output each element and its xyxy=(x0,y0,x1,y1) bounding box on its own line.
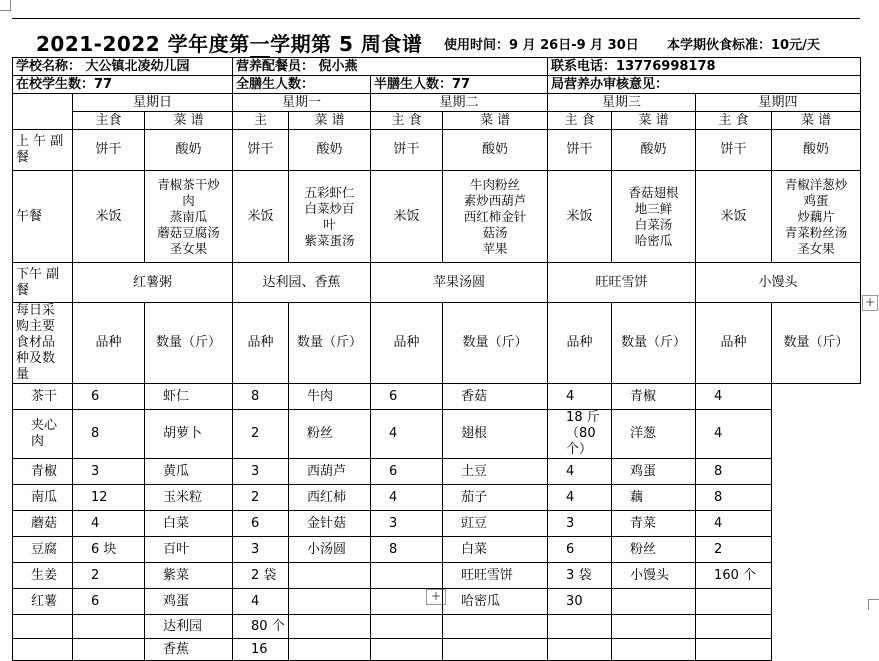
lunch-menu xyxy=(772,171,861,263)
purchase-qty: 3 xyxy=(73,459,145,485)
morning-staple: 饼干 xyxy=(548,130,612,171)
purchase-qty: 2 xyxy=(696,537,772,563)
purchase-qty: 6 xyxy=(233,511,289,537)
page-corner-mark xyxy=(868,599,879,610)
purchase-item: 百叶 xyxy=(145,537,233,563)
school-name: 学校名称： 大公镇北凌幼儿园 xyxy=(13,58,233,76)
purchase-qty: 3 xyxy=(548,511,612,537)
purchase-qty: 4 xyxy=(233,589,289,615)
purchase-qty: 6 xyxy=(73,384,145,410)
add-column-handle[interactable]: + xyxy=(862,295,878,311)
lunch-staple: 米饭 xyxy=(73,171,145,263)
item-header: 品种 xyxy=(371,303,443,384)
purchase-item: 红薯 xyxy=(13,589,73,615)
purchase-item xyxy=(13,615,73,639)
purchase-item xyxy=(612,615,696,639)
purchase-qty: 4 xyxy=(548,485,612,511)
morning-snack-row xyxy=(13,130,861,171)
dish: 蒸南瓜 xyxy=(169,208,208,224)
purchase-item: 金针菇 xyxy=(289,511,371,537)
day-monday: 星期一 xyxy=(233,94,371,112)
purchase-item: 蘑菇 xyxy=(13,511,73,537)
purchase-qty xyxy=(696,615,772,639)
purchase-item: 土豆 xyxy=(443,459,548,485)
menu-label: 菜 谱 xyxy=(289,112,371,130)
staple-label: 主 食 xyxy=(696,112,772,130)
dish: 白菜炒百 xyxy=(304,200,355,216)
purchase-qty: 3 xyxy=(371,511,443,537)
item-header: 品种 xyxy=(233,303,289,384)
day-header-row xyxy=(13,94,861,112)
purchase-item: 豆腐 xyxy=(13,537,73,563)
purchase-item: 豇豆 xyxy=(443,511,548,537)
student-count: 在校学生数：77 xyxy=(13,76,233,94)
afternoon-snack: 达利园、香蕉 xyxy=(233,263,371,303)
purchase-item: 胡萝卜 xyxy=(145,410,233,459)
purchase-qty: 2 xyxy=(233,410,289,459)
purchase-qty: 6 xyxy=(73,589,145,615)
purchase-qty: 2 xyxy=(73,563,145,589)
purchase-row xyxy=(13,639,861,661)
lunch-staple: 米饭 xyxy=(371,171,443,263)
purchase-qty: 8 xyxy=(696,485,772,511)
lunch-menu xyxy=(443,171,548,263)
purchase-item: 鸡蛋 xyxy=(145,589,233,615)
purchase-row xyxy=(13,537,861,563)
afternoon-snack: 苹果汤圆 xyxy=(371,263,548,303)
morning-staple: 饼干 xyxy=(233,130,289,171)
purchase-item: 粉丝 xyxy=(612,537,696,563)
purchase-qty: 16 xyxy=(233,639,289,661)
purchase-item: 白菜 xyxy=(145,511,233,537)
purchase-item: 南瓜 xyxy=(13,485,73,511)
purchase-qty xyxy=(73,639,145,661)
purchase-item: 虾仁 xyxy=(145,384,233,410)
dish: 香菇翅根 xyxy=(628,184,679,200)
menu-label: 菜 谱 xyxy=(443,112,548,130)
purchase-item xyxy=(289,589,371,615)
purchase-item xyxy=(289,615,371,639)
add-row-handle[interactable]: + xyxy=(426,589,446,605)
afternoon-snack: 旺旺雪饼 xyxy=(548,263,696,303)
afternoon-snack-row xyxy=(13,263,861,303)
afternoon-snack-label: 下午 副餐 xyxy=(13,263,73,303)
purchase-item: 粉丝 xyxy=(289,410,371,459)
lunch-menu xyxy=(612,171,696,263)
purchase-qty xyxy=(548,639,612,661)
dish: 圣女果 xyxy=(169,240,208,256)
staple-label: 主 食 xyxy=(371,112,443,130)
dish: 素炒西葫芦 xyxy=(463,192,527,208)
purchase-item: 玉米粒 xyxy=(145,485,233,511)
morning-menu: 酸奶 xyxy=(289,130,371,171)
purchase-qty: 6 xyxy=(371,384,443,410)
dish: 紫菜蛋汤 xyxy=(304,232,355,248)
purchase-item xyxy=(443,615,548,639)
lunch-staple: 米饭 xyxy=(548,171,612,263)
day-wednesday: 星期三 xyxy=(548,94,696,112)
menu-label: 菜 谱 xyxy=(612,112,696,130)
purchase-item: 西葫芦 xyxy=(289,459,371,485)
purchase-item: 洋葱 xyxy=(612,410,696,459)
purchase-row xyxy=(13,410,861,459)
dish: 鸡蛋 xyxy=(803,192,829,208)
purchase-row xyxy=(13,384,861,410)
purchase-qty: 4 xyxy=(371,410,443,459)
staple-label: 主 食 xyxy=(548,112,612,130)
title-bar xyxy=(12,19,860,57)
purchase-item: 夹心肉 xyxy=(13,410,73,459)
purchase-row xyxy=(13,485,861,511)
purchase-qty xyxy=(548,615,612,639)
lunch-menu xyxy=(289,171,371,263)
purchase-item: 青椒 xyxy=(612,384,696,410)
purchase-row xyxy=(13,589,861,615)
dish: 炒藕片 xyxy=(797,208,835,224)
purchase-qty: 6 xyxy=(548,537,612,563)
purchase-qty: 8 xyxy=(73,410,145,459)
info-row-2 xyxy=(13,76,861,94)
dish: 哈密瓜 xyxy=(634,232,673,248)
purchase-qty: 8 xyxy=(371,537,443,563)
purchase-qty: 12 xyxy=(73,485,145,511)
menu-label: 菜 谱 xyxy=(772,112,861,130)
purchase-item: 小汤圆 xyxy=(289,537,371,563)
day-thursday: 星期四 xyxy=(696,94,861,112)
purchase-item: 旺旺雪饼 xyxy=(443,563,548,589)
purchase-item: 翅根 xyxy=(443,410,548,459)
afternoon-snack: 红薯粥 xyxy=(73,263,233,303)
purchase-qty: 4 xyxy=(371,485,443,511)
purchase-qty: 3 袋 xyxy=(548,563,612,589)
dish: 地三鲜 xyxy=(634,200,673,216)
morning-staple: 饼干 xyxy=(73,130,145,171)
dish: 青椒茶干炒 xyxy=(157,176,220,192)
dish: 圣女果 xyxy=(797,240,835,256)
review-opinion: 局营养办审核意见： xyxy=(548,76,861,94)
purchase-item xyxy=(289,639,371,661)
purchase-qty xyxy=(371,589,443,615)
purchase-qty: 4 xyxy=(73,511,145,537)
purchase-qty: 8 xyxy=(233,384,289,410)
purchase-item: 生姜 xyxy=(13,563,73,589)
purchase-qty: 160 个 xyxy=(696,563,772,589)
lunch-label: 午餐 xyxy=(13,171,73,263)
dish: 牛肉粉丝 xyxy=(470,176,521,192)
staple-label: 主食 xyxy=(73,112,145,130)
dish: 五彩虾仁 xyxy=(304,184,355,200)
purchase-row xyxy=(13,615,861,639)
purchase-item: 牛肉 xyxy=(289,384,371,410)
purchase-item xyxy=(443,639,548,661)
morning-staple: 饼干 xyxy=(696,130,772,171)
dish: 蘑菇豆腐汤 xyxy=(157,224,220,240)
purchase-item: 青菜 xyxy=(612,511,696,537)
half-board-count: 半膳生人数：77 xyxy=(371,76,548,94)
purchase-qty: 4 xyxy=(548,459,612,485)
afternoon-snack: 小馒头 xyxy=(696,263,861,303)
purchase-qty: 4 xyxy=(696,410,772,459)
purchase-item: 茄子 xyxy=(443,485,548,511)
item-header: 品种 xyxy=(73,303,145,384)
purchase-item: 达利园 xyxy=(145,615,233,639)
purchase-qty: 80 个 xyxy=(233,615,289,639)
qty-header: 数量（斤） xyxy=(145,303,233,384)
dish: 肉 xyxy=(182,192,195,208)
page-corner-mark xyxy=(0,0,11,11)
lunch-row xyxy=(13,171,861,263)
item-header: 品种 xyxy=(696,303,772,384)
purchase-qty: 3 xyxy=(233,459,289,485)
purchase-item: 黄瓜 xyxy=(145,459,233,485)
purchase-row xyxy=(13,511,861,537)
day-tuesday: 星期二 xyxy=(371,94,548,112)
purchase-qty xyxy=(73,615,145,639)
lunch-menu xyxy=(145,171,233,263)
purchase-item: 藕 xyxy=(612,485,696,511)
purchase-qty: 4 xyxy=(696,384,772,410)
qty-header: 数量（斤） xyxy=(289,303,371,384)
purchase-header-row xyxy=(13,303,861,384)
qty-header: 数量（斤） xyxy=(772,303,861,384)
purchase-item xyxy=(13,639,73,661)
purchase-item: 白菜 xyxy=(443,537,548,563)
purchase-row xyxy=(13,459,861,485)
purchase-qty: 2 袋 xyxy=(233,563,289,589)
purchase-qty xyxy=(371,639,443,661)
purchase-qty: 3 xyxy=(233,537,289,563)
purchase-item xyxy=(612,639,696,661)
menu-table xyxy=(12,57,861,661)
use-time: 使用时间：9 月 26日-9 月 30日 xyxy=(444,38,639,53)
purchase-item xyxy=(289,563,371,589)
purchase-qty: 4 xyxy=(696,511,772,537)
morning-menu: 酸奶 xyxy=(772,130,861,171)
dish: 苹果 xyxy=(482,240,508,256)
lunch-staple: 米饭 xyxy=(233,171,289,263)
purchase-qty xyxy=(371,563,443,589)
dish: 白菜汤 xyxy=(634,216,673,232)
menu-document xyxy=(12,18,860,657)
purchase-item: 茶干 xyxy=(13,384,73,410)
purchase-label: 每日采 购主要 食材品 种及数 量 xyxy=(13,303,73,384)
dish: 叶 xyxy=(323,216,336,232)
nutrition-staff: 营养配餐员： 倪小燕 xyxy=(233,58,548,76)
full-board-count: 全膳生人数： xyxy=(233,76,371,94)
morning-menu: 酸奶 xyxy=(443,130,548,171)
purchase-item: 青椒 xyxy=(13,459,73,485)
morning-menu: 酸奶 xyxy=(612,130,696,171)
morning-staple: 饼干 xyxy=(371,130,443,171)
menu-label: 菜 谱 xyxy=(145,112,233,130)
purchase-qty: 6 块 xyxy=(73,537,145,563)
purchase-qty: 4 xyxy=(548,384,612,410)
purchase-item: 西红柿 xyxy=(289,485,371,511)
purchase-qty xyxy=(371,615,443,639)
qty-header: 数量（斤） xyxy=(612,303,696,384)
purchase-item: 紫菜 xyxy=(145,563,233,589)
page-title: 2021-2022 学年度第一学期第 5 周食谱 xyxy=(36,32,423,56)
contact-phone: 联系电话：13776998178 xyxy=(548,58,861,76)
meal-standard: 本学期伙食标准：10元/天 xyxy=(667,38,820,53)
purchase-item xyxy=(612,589,696,615)
morning-snack-label: 上 午 副 餐 xyxy=(13,130,73,171)
dish: 青菜粉丝汤 xyxy=(784,224,848,240)
purchase-item: 鸡蛋 xyxy=(612,459,696,485)
purchase-qty: 30 xyxy=(548,589,612,615)
purchase-qty: 2 xyxy=(233,485,289,511)
purchase-qty: 8 xyxy=(696,459,772,485)
purchase-qty xyxy=(696,589,772,615)
qty-header: 数量（斤） xyxy=(443,303,548,384)
info-row-1 xyxy=(13,58,861,76)
lunch-staple: 米饭 xyxy=(696,171,772,263)
purchase-row xyxy=(13,563,861,589)
staple-label: 主 xyxy=(233,112,289,130)
column-label-row xyxy=(13,112,861,130)
day-sunday: 星期日 xyxy=(73,94,233,112)
purchase-table-body xyxy=(13,384,861,661)
purchase-item: 小馒头 xyxy=(612,563,696,589)
purchase-item: 香蕉 xyxy=(145,639,233,661)
dish: 西红柿金针 xyxy=(463,208,527,224)
dish: 青椒洋葱炒 xyxy=(784,176,848,192)
dish: 菇汤 xyxy=(482,224,508,240)
purchase-item: 哈密瓜 xyxy=(443,589,548,615)
morning-menu: 酸奶 xyxy=(145,130,233,171)
purchase-qty: 6 xyxy=(371,459,443,485)
corner-cell xyxy=(13,94,73,130)
purchase-qty xyxy=(696,639,772,661)
purchase-item: 香菇 xyxy=(443,384,548,410)
purchase-qty: 18 斤（80 个） xyxy=(548,410,612,459)
item-header: 品种 xyxy=(548,303,612,384)
